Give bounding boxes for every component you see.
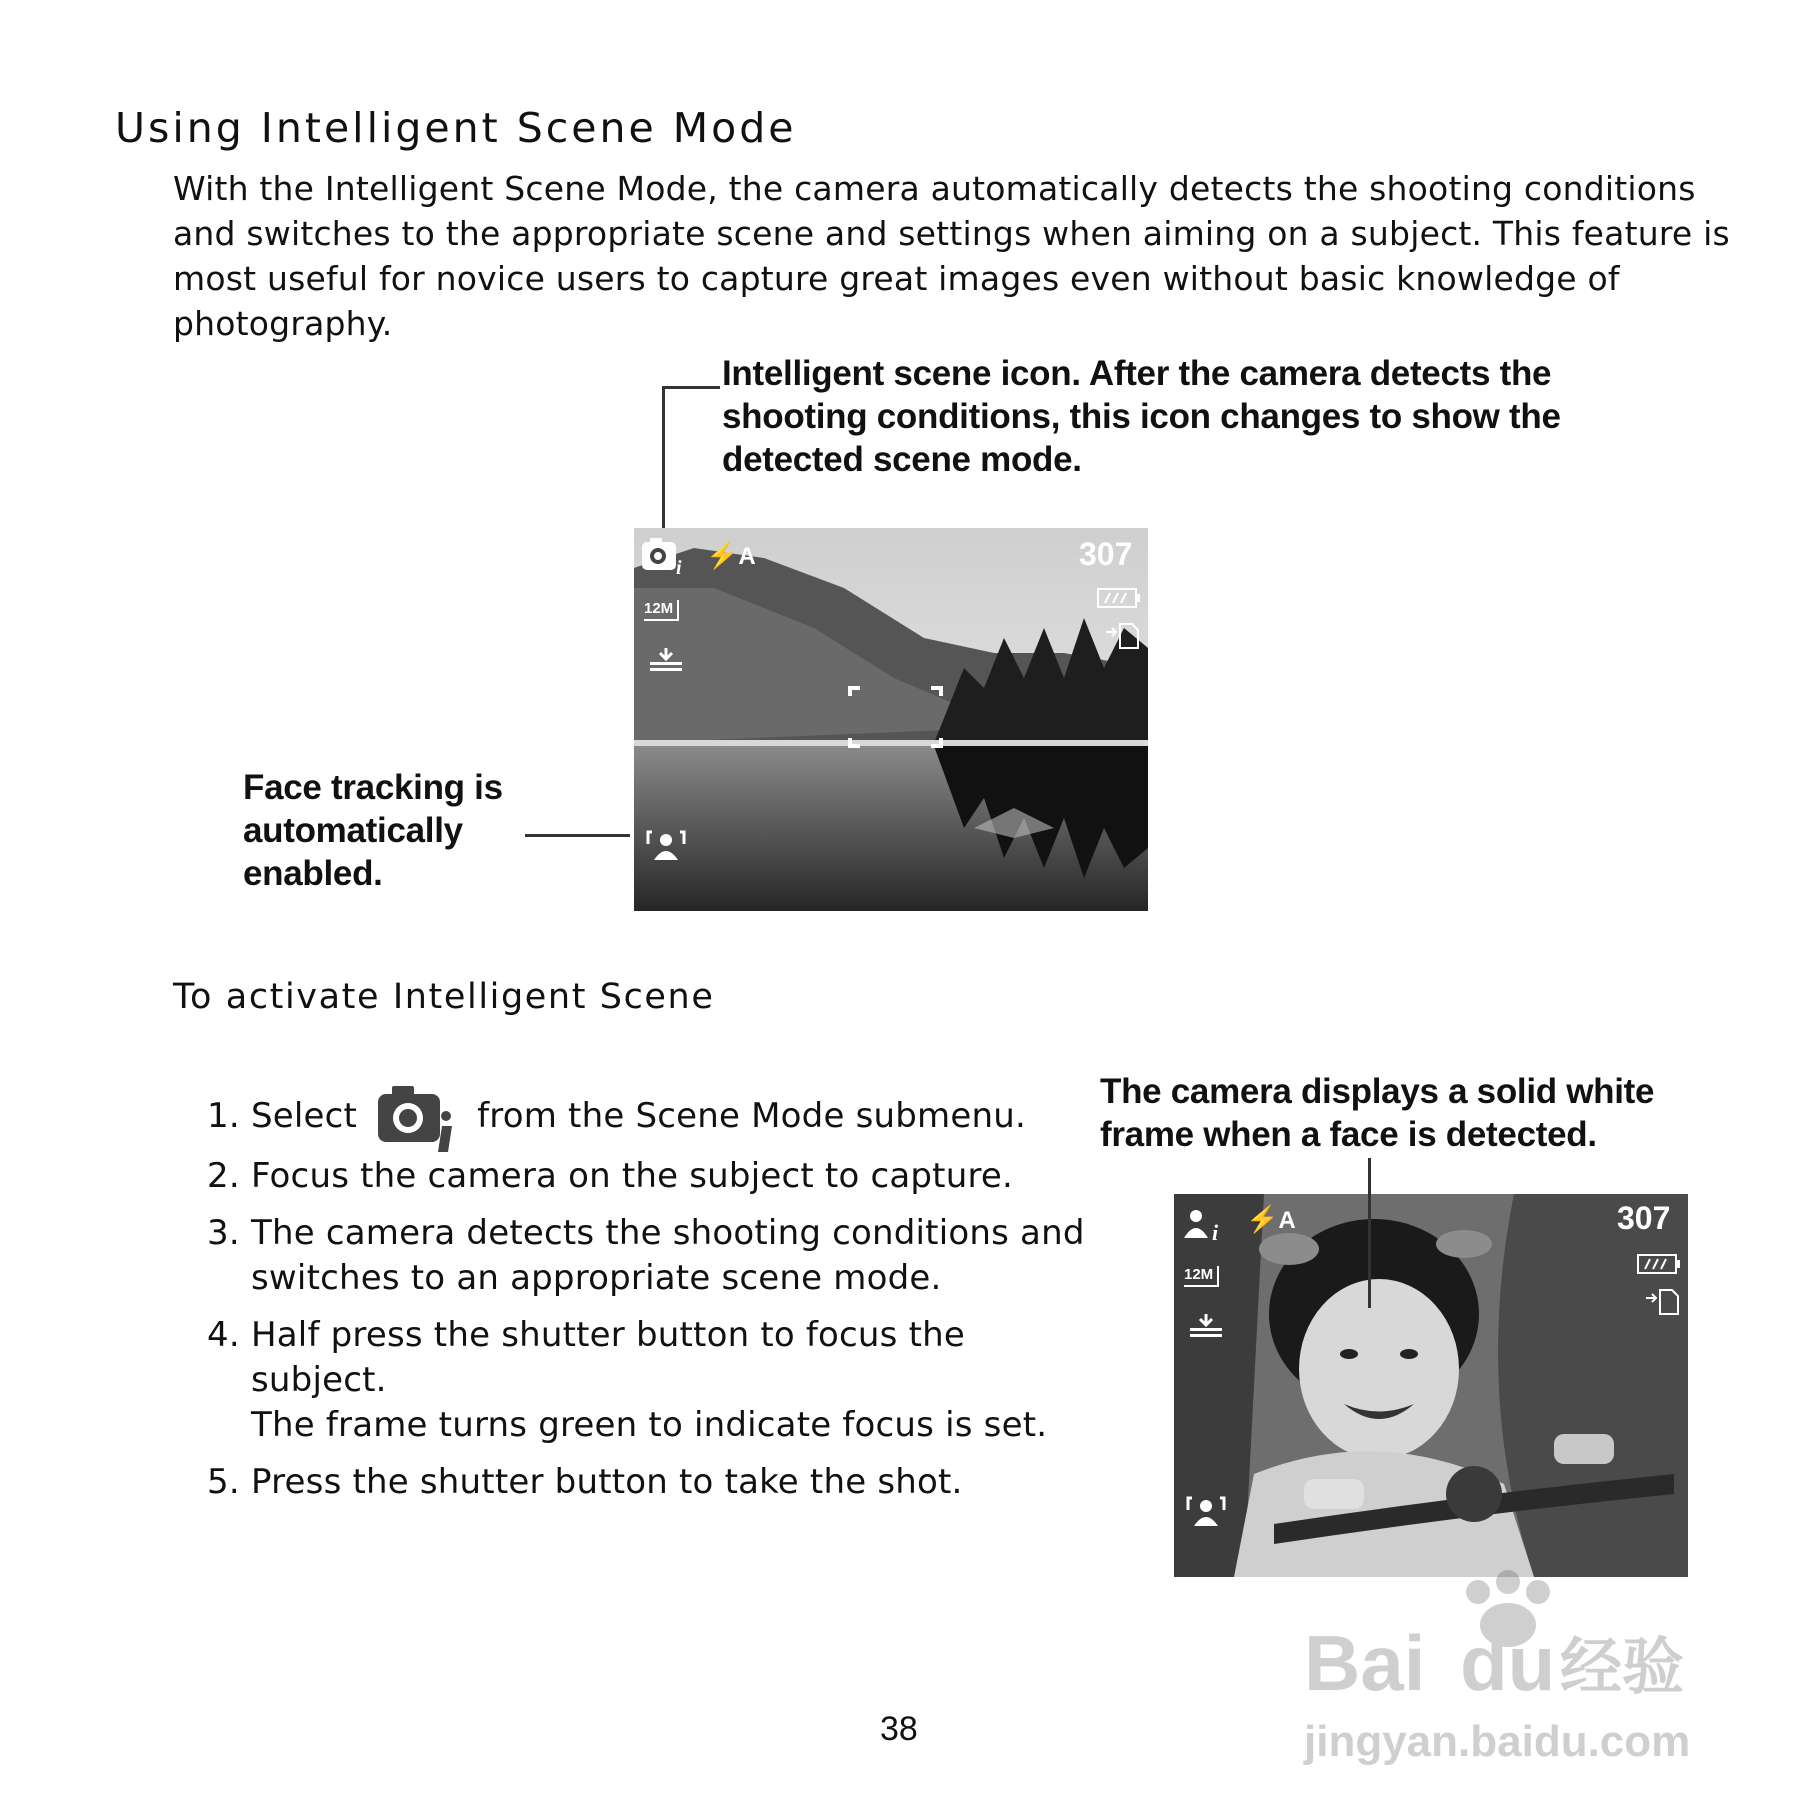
face-tracking-icon: [1186, 1494, 1226, 1528]
flash-auto-icon: ⚡A: [706, 540, 756, 570]
list-item: [207, 1211, 1087, 1301]
step-text: from the Scene Mode submenu.: [477, 1096, 1026, 1136]
callout-solid-frame: [1100, 1070, 1654, 1156]
leader-line: [1368, 1158, 1371, 1308]
svg-text:i: i: [1212, 1220, 1219, 1242]
step-number: 4.: [207, 1314, 240, 1355]
step-text: Press the shutter button to take the shot.: [251, 1461, 963, 1502]
leader-line: [662, 386, 665, 534]
callout-line: shooting conditions, this icon changes to show the: [722, 397, 1561, 436]
watermark-brand: Bai: [1304, 1619, 1426, 1707]
callout-line: detected scene mode.: [722, 440, 1082, 479]
baidu-watermark: [1300, 1570, 1720, 1770]
step-text: Focus the camera on the subject to capture.: [251, 1155, 1013, 1196]
steps-list: [207, 1080, 1087, 1517]
camera-screen-portrait: [1174, 1194, 1688, 1577]
face-tracking-icon: [646, 828, 686, 862]
memory-card-icon: [1644, 1286, 1680, 1316]
leader-line: [662, 386, 720, 389]
quality-icon: [648, 646, 684, 676]
list-item: [207, 1080, 1087, 1154]
watermark-cn: 经验: [1560, 1630, 1685, 1703]
intro-paragraph: With the Intelligent Scene Mode, the camera automatically detects the shooting conditions and switches to the appropriate scene and settings when aiming on a subject. This feature is most useful for novice users to capture great images even without basic knowledge of photography.: [173, 169, 1730, 343]
intelligent-scene-icon: [640, 536, 688, 576]
callout-line: frame when a face is detected.: [1100, 1115, 1597, 1154]
watermark-logo: [1300, 1570, 1720, 1770]
list-item: [207, 1154, 1087, 1199]
scene-portrait-icon: [1182, 1208, 1228, 1242]
step-text: The frame turns green to indicate focus is set.: [251, 1404, 1048, 1445]
battery-icon: [1636, 1252, 1682, 1276]
leader-line: [525, 834, 630, 837]
watermark-brand2: du: [1460, 1619, 1556, 1707]
list-item: [207, 1460, 1087, 1505]
callout-face-tracking: [243, 766, 503, 895]
quality-icon: [1188, 1312, 1224, 1342]
step-text: Select: [251, 1096, 358, 1136]
step-number: 2.: [207, 1155, 240, 1196]
steps-title: To activate Intelligent Scene: [173, 977, 715, 1017]
battery-icon: [1096, 586, 1142, 610]
portrait-image: [1174, 1194, 1688, 1577]
watermark-url: jingyan.baidu.com: [1304, 1717, 1691, 1766]
step-text: Half press the shutter button to focus the subject.: [251, 1314, 965, 1400]
resolution-icon: 12M: [1184, 1266, 1219, 1287]
shots-remaining: 307: [1079, 536, 1133, 572]
callout-line: Face tracking is: [243, 768, 503, 807]
landscape-image: [634, 528, 1148, 911]
page-number: 38: [880, 1710, 918, 1748]
callout-line: automatically: [243, 811, 463, 850]
callout-line: Intelligent scene icon. After the camera detects the: [722, 354, 1552, 393]
intelligent-scene-icon: [376, 1082, 458, 1154]
shots-remaining: 307: [1617, 1200, 1671, 1236]
page-title: Using Intelligent Scene Mode: [115, 104, 797, 152]
step-text: switches to an appropriate scene mode.: [251, 1257, 942, 1298]
callout-scene-icon: [722, 352, 1561, 481]
step-text: The camera detects the shooting conditions and: [251, 1212, 1085, 1253]
svg-text:i: i: [676, 557, 682, 576]
callout-line: The camera displays a solid white: [1100, 1072, 1655, 1111]
camera-screen-landscape: [634, 528, 1148, 911]
step-number: 1.: [207, 1096, 240, 1136]
step-number: 5.: [207, 1461, 240, 1502]
list-item: [207, 1313, 1087, 1448]
callout-line: enabled.: [243, 854, 383, 893]
flash-auto-icon: ⚡A: [1246, 1204, 1296, 1234]
resolution-icon: 12M: [644, 600, 679, 621]
step-number: 3.: [207, 1212, 240, 1253]
memory-card-icon: [1104, 620, 1140, 650]
